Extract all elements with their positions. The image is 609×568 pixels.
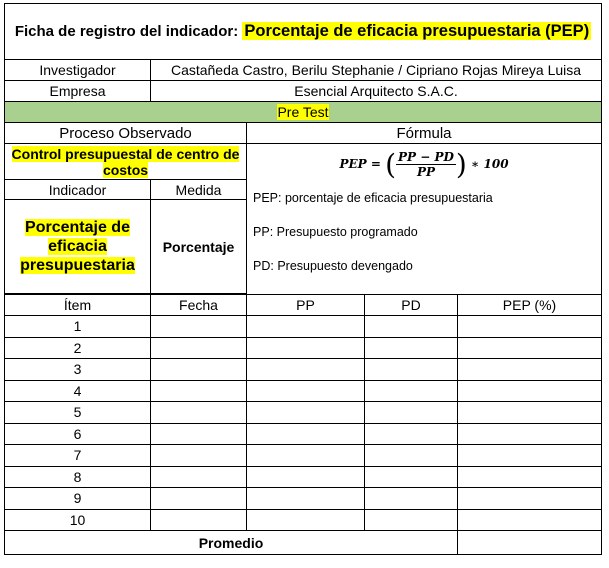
fecha-cell[interactable] (151, 466, 247, 488)
phase-label: Pre Test (277, 104, 329, 120)
pep-cell[interactable] (458, 316, 602, 338)
measure-label: Medida (151, 180, 247, 200)
item-cell: 3 (5, 359, 151, 381)
pp-cell[interactable] (247, 316, 365, 338)
pp-cell[interactable] (247, 466, 365, 488)
open-paren: ( (385, 148, 397, 181)
table-row (5, 488, 602, 510)
item-cell: 2 (5, 337, 151, 359)
fecha-cell[interactable] (151, 445, 247, 467)
indicator-name: Porcentaje de eficacia presupuestaria (PEP) (244, 22, 590, 40)
item-cell: 8 (5, 466, 151, 488)
indicator-value-cell (5, 200, 151, 294)
col-header-fecha: Fecha (151, 295, 247, 316)
pd-cell[interactable] (365, 509, 458, 531)
col-header-item: Ítem (5, 295, 151, 316)
fecha-cell[interactable] (151, 423, 247, 445)
pep-cell[interactable] (458, 488, 602, 510)
table-row (5, 316, 602, 338)
process-label: Proceso Observado (5, 123, 247, 144)
formula-denominator: PP (416, 165, 435, 179)
formula-cell (247, 144, 602, 295)
col-header-pd: PD (365, 295, 458, 316)
definition-pep: PEP: porcentaje de eficacia presupuestaria (253, 191, 493, 205)
process-value-cell (5, 144, 247, 180)
pp-cell[interactable] (247, 337, 365, 359)
pep-cell[interactable] (458, 380, 602, 402)
formula-expression (247, 148, 601, 184)
indicator-value: Porcentaje de eficacia presupuestaria (20, 219, 135, 274)
col-header-pp: PP (247, 295, 365, 316)
fecha-cell[interactable] (151, 509, 247, 531)
pd-cell[interactable] (365, 488, 458, 510)
item-cell: 5 (5, 402, 151, 424)
title-label: Ficha de registro del indicador: (14, 23, 239, 40)
pd-cell[interactable] (365, 466, 458, 488)
pd-cell[interactable] (365, 380, 458, 402)
pd-cell[interactable] (365, 337, 458, 359)
table-row (5, 402, 602, 424)
average-value[interactable] (458, 531, 602, 555)
table-row (5, 359, 602, 381)
table-row (5, 445, 602, 467)
sheet-title (5, 4, 602, 60)
pep-cell[interactable] (458, 466, 602, 488)
formula-label: Fórmula (247, 123, 602, 144)
pd-cell[interactable] (365, 402, 458, 424)
pep-cell[interactable] (458, 445, 602, 467)
formula-lhs: PEP = (339, 157, 381, 171)
process-value: Control presupuestal de centro de costos (11, 145, 240, 178)
col-header-pep: PEP (%) (458, 295, 602, 316)
indicator-table (4, 3, 602, 555)
formula-numerator: PP − PD (398, 150, 454, 164)
pep-cell[interactable] (458, 337, 602, 359)
pd-cell[interactable] (365, 423, 458, 445)
fecha-cell[interactable] (151, 337, 247, 359)
fecha-cell[interactable] (151, 488, 247, 510)
table-row (5, 509, 602, 531)
pep-cell[interactable] (458, 359, 602, 381)
pep-cell[interactable] (458, 423, 602, 445)
definition-pd: PD: Presupuesto devengado (253, 259, 413, 273)
indicator-record-sheet (4, 3, 601, 555)
item-cell: 10 (5, 509, 151, 531)
pp-cell[interactable] (247, 509, 365, 531)
fecha-cell[interactable] (151, 380, 247, 402)
pd-cell[interactable] (365, 359, 458, 381)
researcher-value: Castañeda Castro, Berilu Stephanie / Cipriano Rojas Mireya Luisa (151, 60, 602, 81)
fecha-cell[interactable] (151, 316, 247, 338)
pep-cell[interactable] (458, 402, 602, 424)
table-row (5, 423, 602, 445)
pd-cell[interactable] (365, 316, 458, 338)
phase-band (5, 102, 602, 123)
pd-cell[interactable] (365, 445, 458, 467)
item-cell: 6 (5, 423, 151, 445)
company-label: Empresa (5, 81, 151, 102)
item-cell: 1 (5, 316, 151, 338)
measure-value: Porcentaje (151, 200, 247, 294)
definition-pp: PP: Presupuesto programado (253, 225, 418, 239)
fecha-cell[interactable] (151, 359, 247, 381)
pp-cell[interactable] (247, 445, 365, 467)
table-row (5, 466, 602, 488)
formula-definitions (247, 190, 601, 275)
close-paren: ) (455, 148, 467, 181)
table-row (5, 380, 602, 402)
pp-cell[interactable] (247, 488, 365, 510)
formula-multiplier: ∗ 100 (471, 157, 509, 171)
item-cell: 4 (5, 380, 151, 402)
average-label: Promedio (5, 531, 458, 555)
pp-cell[interactable] (247, 380, 365, 402)
pep-cell[interactable] (458, 509, 602, 531)
pp-cell[interactable] (247, 402, 365, 424)
pp-cell[interactable] (247, 359, 365, 381)
item-cell: 7 (5, 445, 151, 467)
item-cell: 9 (5, 488, 151, 510)
researcher-label: Investigador (5, 60, 151, 81)
indicator-label: Indicador (5, 180, 151, 200)
company-value: Esencial Arquitecto S.A.C. (151, 81, 602, 102)
pp-cell[interactable] (247, 423, 365, 445)
table-row (5, 337, 602, 359)
fecha-cell[interactable] (151, 402, 247, 424)
formula-fraction (396, 150, 456, 179)
